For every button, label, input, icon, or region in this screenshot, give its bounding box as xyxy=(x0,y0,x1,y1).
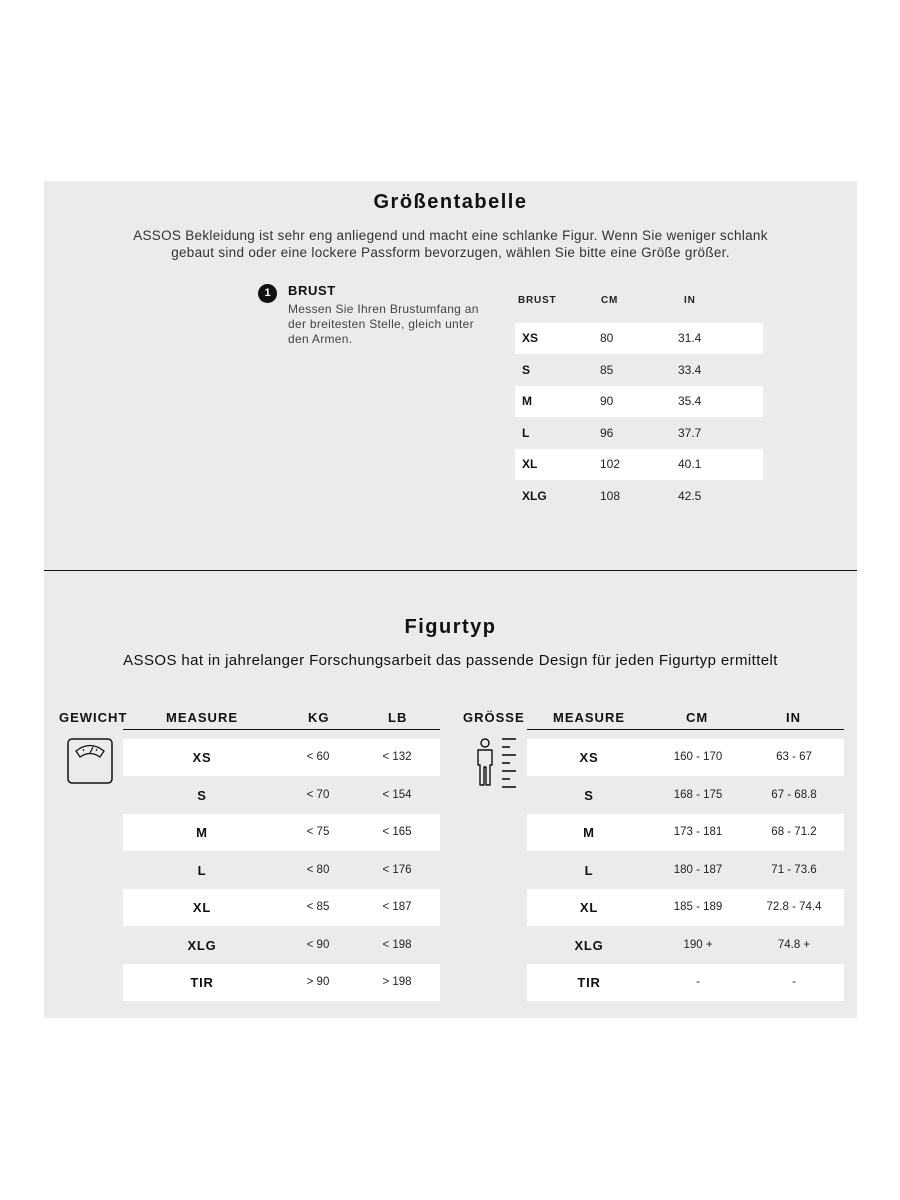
table-row xyxy=(515,449,763,480)
size-cell: XLG xyxy=(187,937,217,953)
figure-type-panel xyxy=(44,571,857,1018)
measure-number-badge: 1 xyxy=(258,284,277,303)
size-cell: TIR xyxy=(577,975,601,990)
chest-table-header-size: BRUST xyxy=(518,295,557,306)
table-row xyxy=(527,739,844,776)
weight-header-lb: LB xyxy=(388,710,408,725)
size-cell: XS xyxy=(522,331,539,345)
in-cell: 72.8 - 74.4 xyxy=(766,901,822,913)
in-cell: - xyxy=(792,976,796,988)
size-cell: L xyxy=(522,425,530,440)
cm-cell: 102 xyxy=(600,457,621,471)
lb-cell: < 132 xyxy=(382,751,412,763)
in-cell: 74.8 + xyxy=(777,938,811,951)
kg-cell: < 90 xyxy=(306,938,330,951)
scale-icon xyxy=(67,738,113,784)
size-cell: XL xyxy=(579,900,599,915)
size-chart-panel xyxy=(44,181,857,570)
cm-cell: 185 - 189 xyxy=(673,901,723,913)
size-cell: M xyxy=(522,394,532,408)
height-header-cm: CM xyxy=(686,710,709,725)
in-cell: 63 - 67 xyxy=(776,751,812,763)
cm-cell: 90 xyxy=(600,394,614,408)
size-chart-title: Größentabelle xyxy=(373,191,528,213)
weight-header-measure: MEASURE xyxy=(166,710,239,725)
table-row xyxy=(123,814,440,851)
measure-description: Messen Sie Ihren Brustumfang an der breitesten Stelle, gleich unter den Armen. xyxy=(288,302,479,346)
lb-cell: > 198 xyxy=(382,976,412,988)
figure-type-intro: ASSOS hat in jahrelanger Forschungsarbeit das passende Design für jeden Figurtyp ermittelt xyxy=(123,652,778,669)
weight-header-kg: KG xyxy=(308,710,330,725)
table-row xyxy=(527,889,844,926)
table-row xyxy=(123,889,440,926)
lb-cell: < 154 xyxy=(382,788,412,801)
size-cell: XL xyxy=(192,900,212,915)
table-row xyxy=(515,481,763,512)
size-cell: S xyxy=(197,787,207,803)
size-cell: M xyxy=(196,825,208,840)
measure-name: BRUST xyxy=(288,283,336,298)
height-header-in: IN xyxy=(786,710,801,725)
in-cell: 35.4 xyxy=(678,394,702,408)
cm-cell: 190 + xyxy=(683,938,713,951)
size-cell: S xyxy=(584,787,594,803)
chest-table-header-in: IN xyxy=(684,295,696,306)
table-row xyxy=(515,386,763,417)
table-row xyxy=(123,964,440,1001)
in-cell: 31.4 xyxy=(678,331,702,345)
chest-table-header-cm: CM xyxy=(601,295,619,306)
kg-cell: < 70 xyxy=(306,788,330,801)
table-row xyxy=(515,418,763,449)
figure-type-title: Figurtyp xyxy=(404,616,497,638)
height-header-measure: MEASURE xyxy=(553,710,626,725)
table-row xyxy=(515,323,763,354)
in-cell: 42.5 xyxy=(678,488,702,503)
size-chart-intro: ASSOS Bekleidung ist sehr eng anliegend und macht eine schlanke Figur. Wenn Sie weniger schlank gebaut sind oder eine lockere Passform bevorzugen, wählen Sie bitte eine Größe größer. xyxy=(133,228,768,260)
size-cell: L xyxy=(197,862,207,878)
weight-table-rule xyxy=(123,729,440,730)
size-cell: XLG xyxy=(522,488,547,503)
cm-cell: 108 xyxy=(600,488,621,503)
lb-cell: < 176 xyxy=(382,863,412,876)
table-row xyxy=(123,777,440,814)
cm-cell: 80 xyxy=(600,331,614,345)
height-table-rule xyxy=(527,729,844,730)
in-cell: 71 - 73.6 xyxy=(771,863,817,876)
cm-cell: 180 - 187 xyxy=(673,863,723,876)
table-row xyxy=(527,777,844,814)
kg-cell: < 75 xyxy=(306,826,330,838)
cm-cell: 160 - 170 xyxy=(673,751,723,763)
table-row xyxy=(527,927,844,964)
cm-cell: 96 xyxy=(600,425,614,440)
table-row xyxy=(123,927,440,964)
size-cell: M xyxy=(583,825,595,840)
kg-cell: < 85 xyxy=(306,901,330,913)
cm-cell: 173 - 181 xyxy=(673,826,723,838)
in-cell: 37.7 xyxy=(678,425,702,440)
size-cell: TIR xyxy=(190,975,214,990)
cm-cell: 168 - 175 xyxy=(673,788,723,801)
size-cell: XL xyxy=(522,457,538,471)
table-row xyxy=(527,814,844,851)
height-label: GRÖSSE xyxy=(463,710,525,725)
cm-cell: 85 xyxy=(600,362,614,377)
kg-cell: < 80 xyxy=(306,863,330,876)
size-cell: L xyxy=(584,862,594,878)
in-cell: 40.1 xyxy=(678,457,702,471)
kg-cell: > 90 xyxy=(306,976,330,988)
table-row xyxy=(123,739,440,776)
size-cell: XLG xyxy=(574,937,604,953)
in-cell: 68 - 71.2 xyxy=(771,826,817,838)
kg-cell: < 60 xyxy=(306,751,330,763)
size-cell: XS xyxy=(579,750,599,765)
table-row xyxy=(527,852,844,889)
size-cell: XS xyxy=(192,750,212,765)
size-cell: S xyxy=(522,362,531,377)
table-row xyxy=(527,964,844,1001)
lb-cell: < 198 xyxy=(382,938,412,951)
cm-cell: - xyxy=(696,976,700,988)
table-row xyxy=(123,852,440,889)
lb-cell: < 165 xyxy=(382,826,412,838)
body-height-icon xyxy=(474,737,520,789)
lb-cell: < 187 xyxy=(382,901,412,913)
weight-label: GEWICHT xyxy=(59,710,128,725)
table-row xyxy=(515,355,763,386)
in-cell: 33.4 xyxy=(678,362,702,377)
in-cell: 67 - 68.8 xyxy=(771,788,817,801)
